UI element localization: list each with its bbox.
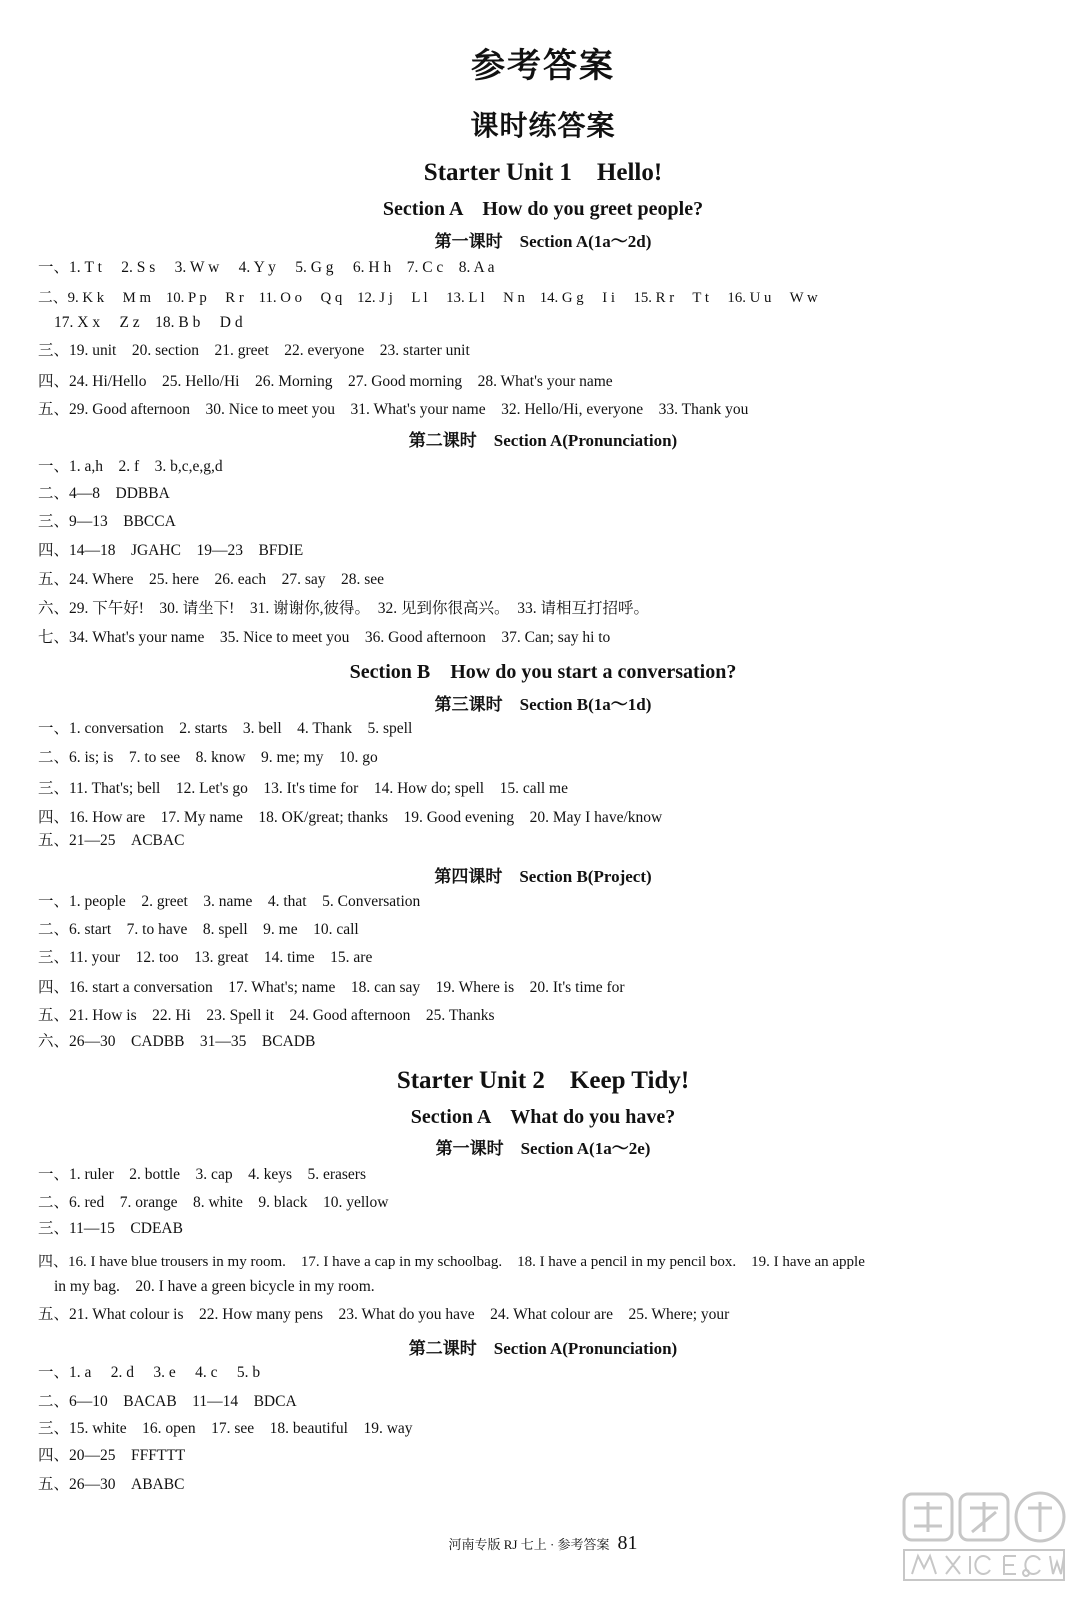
answer-line: 六、26—30 CADBB 31—35 BCADB: [38, 1033, 316, 1050]
answer-line: 一、1. people 2. greet 3. name 4. that 5. Conversation: [38, 893, 421, 910]
answer-line: 四、16. start a conversation 17. What's; name 18. can say 19. Where is 20. It's time for: [38, 979, 625, 996]
answer-line: 二、4—8 DDBBA: [38, 485, 170, 502]
answer-line: 三、11. your 12. too 13. great 14. time 15. are: [38, 949, 373, 966]
answer-line: 三、19. unit 20. section 21. greet 22. everyone 23. starter unit: [38, 342, 470, 359]
answer-line: 三、15. white 16. open 17. see 18. beautiful 19. way: [38, 1420, 413, 1437]
footer-text: 河南专版 RJ 七上 · 参考答案: [448, 1537, 610, 1552]
answer-line: 二、6. red 7. orange 8. white 9. black 10. yellow: [38, 1194, 389, 1211]
answer-line: 四、16. How are 17. My name 18. OK/great; thanks 19. Good evening 20. May I have/know: [38, 809, 663, 826]
section-heading: Section B How do you start a conversation?: [349, 661, 737, 683]
answer-line: 五、21—25 ACBAC: [38, 832, 185, 849]
page-title: 参考答案: [471, 46, 615, 86]
unit-heading: Starter Unit 1 Hello!: [423, 159, 663, 186]
answer-line: 三、9—13 BBCCA: [38, 513, 176, 530]
answer-line: 五、24. Where 25. here 26. each 27. say 28. see: [38, 571, 385, 588]
lesson-heading: 第二课时 Section A(Pronunciation): [408, 1339, 678, 1358]
answer-line: 二、6. start 7. to have 8. spell 9. me 10. call: [38, 921, 359, 938]
lesson-heading: 第二课时 Section A(Pronunciation): [408, 431, 678, 450]
answer-line: 一、1. conversation 2. starts 3. bell 4. Thank 5. spell: [38, 720, 413, 737]
watermark-logo: [900, 1488, 1068, 1588]
section-heading: Section A How do you greet people?: [382, 198, 704, 220]
answer-line: 二、9. K k M m 10. P p R r 11. O o Q q 12. J j L l 13. L l N n 14. G g I i 15. R r T t 16. U u W w: [38, 290, 818, 306]
answer-line: 四、24. Hi/Hello 25. Hello/Hi 26. Morning 27. Good morning 28. What's your name: [38, 373, 613, 390]
page-number: 81: [617, 1532, 638, 1554]
lesson-heading: 第一课时 Section A(1a～2e): [435, 1139, 651, 1158]
unit-heading: Starter Unit 2 Keep Tidy!: [396, 1067, 690, 1094]
answer-line: 一、1. a,h 2. f 3. b,c,e,g,d: [38, 458, 223, 475]
answer-line: in my bag. 20. I have a green bicycle in my room.: [54, 1278, 375, 1295]
answer-line: 二、6—10 BACAB 11—14 BDCA: [38, 1393, 297, 1410]
answer-line: 一、1. T t 2. S s 3. W w 4. Y y 5. G g 6. H h 7. C c 8. A a: [38, 259, 495, 276]
answer-line: 五、26—30 ABABC: [38, 1476, 185, 1493]
answer-line: 二、6. is; is 7. to see 8. know 9. me; my 10. go: [38, 749, 378, 766]
lesson-heading: 第三课时 Section B(1a～1d): [434, 695, 652, 714]
answer-line: 五、29. Good afternoon 30. Nice to meet you 31. What's your name 32. Hello/Hi, everyone 33. Thank you: [38, 401, 749, 418]
answer-line: 四、20—25 FFFTTT: [38, 1447, 186, 1464]
answer-line: 四、16. I have blue trousers in my room. 17. I have a cap in my schoolbag. 18. I have a pencil in my pencil box. 19. I have an apple: [38, 1254, 865, 1270]
section-heading: Section A What do you have?: [410, 1106, 676, 1128]
answer-line: 17. X x Z z 18. B b D d: [54, 314, 243, 331]
page-subtitle: 课时练答案: [470, 109, 616, 142]
lesson-heading: 第一课时 Section A(1a～2d): [434, 232, 652, 251]
answer-line: 三、11. That's; bell 12. Let's go 13. It's time for 14. How do; spell 15. call me: [38, 780, 568, 797]
answer-line: 七、34. What's your name 35. Nice to meet you 36. Good afternoon 37. Can; say hi to: [38, 629, 611, 646]
answer-line: 四、14—18 JGAHC 19—23 BFDIE: [38, 542, 304, 559]
answer-line: 一、1. a 2. d 3. e 4. c 5. b: [38, 1364, 261, 1381]
answer-line: 五、21. How is 22. Hi 23. Spell it 24. Good afternoon 25. Thanks: [38, 1007, 495, 1024]
lesson-heading: 第四课时 Section B(Project): [434, 867, 652, 886]
answer-line: 六、29. 下午好! 30. 请坐下! 31. 谢谢你,彼得。 32. 见到你很高兴。 33. 请相互打招呼。: [38, 600, 649, 617]
answer-line: 一、1. ruler 2. bottle 3. cap 4. keys 5. erasers: [38, 1166, 367, 1183]
answer-line: 五、21. What colour is 22. How many pens 23. What do you have 24. What colour are 25. Where; your: [38, 1306, 730, 1323]
answer-line: 三、11—15 CDEAB: [38, 1220, 183, 1237]
